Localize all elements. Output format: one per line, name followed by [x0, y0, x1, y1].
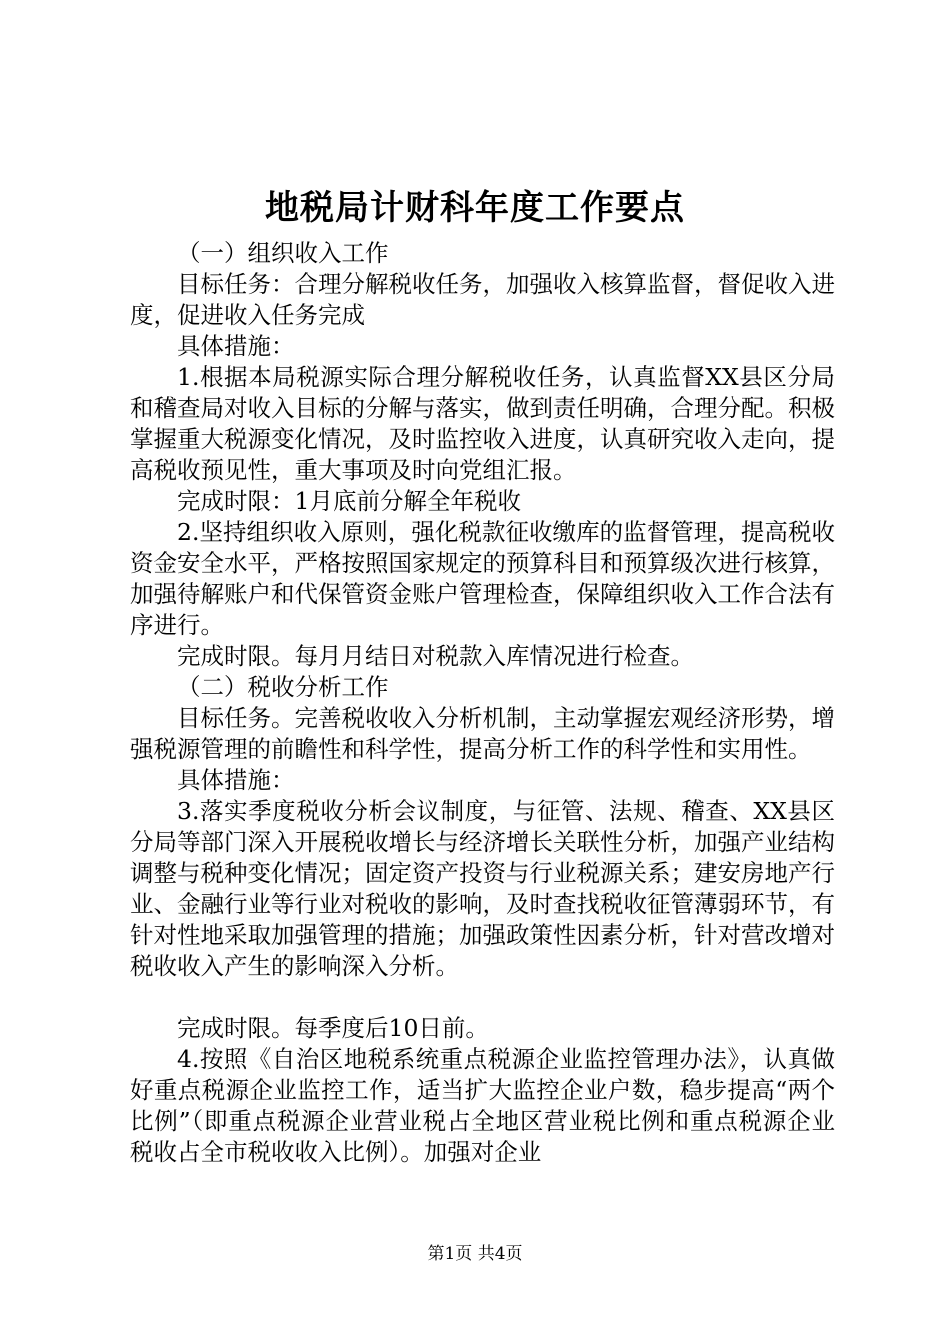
document-body: [130, 238, 835, 1168]
page-number: 第1页 共4页: [427, 1244, 523, 1264]
paragraph: 完成时限。每月月结日对税款入库情况进行检查。: [177, 642, 694, 670]
paragraph: 4.按照《自治区地税系统重点税源企业监控管理办法》，认真做好重点税源企业监控工作，适当扩大监控企业户数，稳步提高“两个比例”（即重点税源企业营业税占全地区营业税比例和重点税源企业税收占全市税收收入比例）。加强对企业: [130, 1045, 835, 1166]
paragraph: 1.根据本局税源实际合理分解税收任务，认真监督XX县区分局和稽查局对收入目标的分解与落实，做到责任明确，合理分配。积极掌握重大税源变化情况，及时监控收入进度，认真研究收入走向，提高税收预见性，重大事项及时向党组汇报。: [130, 363, 835, 484]
section-heading: （一）组织收入工作: [177, 239, 389, 267]
paragraph: 完成时限：1月底前分解全年税收: [177, 487, 521, 515]
paragraph: 完成时限。每季度后10日前。: [177, 1014, 489, 1042]
paragraph: 目标任务。完善税收收入分析机制，主动掌握宏观经济形势，增强税源管理的前瞻性和科学性，提高分析工作的科学性和实用性。: [130, 704, 835, 763]
paragraph: 目标任务：合理分解税收任务，加强收入核算监督，督促收入进度，促进收入任务完成: [130, 270, 835, 329]
paragraph: 具体措施：: [177, 766, 295, 794]
paragraph: 具体措施：: [177, 332, 295, 360]
paragraph: 3.落实季度税收分析会议制度，与征管、法规、稽查、XX县区分局等部门深入开展税收增长与经济增长关联性分析，加强产业结构调整与税种变化情况；固定资产投资与行业税源关系；建安房地产行业、金融行业等行业对税收的影响，及时查找税收征管薄弱环节，有针对性地采取加强管理的措施；加强政策性因素分析，针对营改增对税收收入产生的影响深入分析。: [130, 797, 835, 980]
document-title: 地税局计财科年度工作要点: [265, 188, 685, 228]
paragraph: 2.坚持组织收入原则，强化税款征收缴库的监督管理，提高税收资金安全水平，严格按照国家规定的预算科目和预算级次进行核算，加强待解账户和代保管资金账户管理检查，保障组织收入工作合法有序进行。: [130, 518, 835, 639]
section-heading: （二）税收分析工作: [177, 673, 389, 701]
